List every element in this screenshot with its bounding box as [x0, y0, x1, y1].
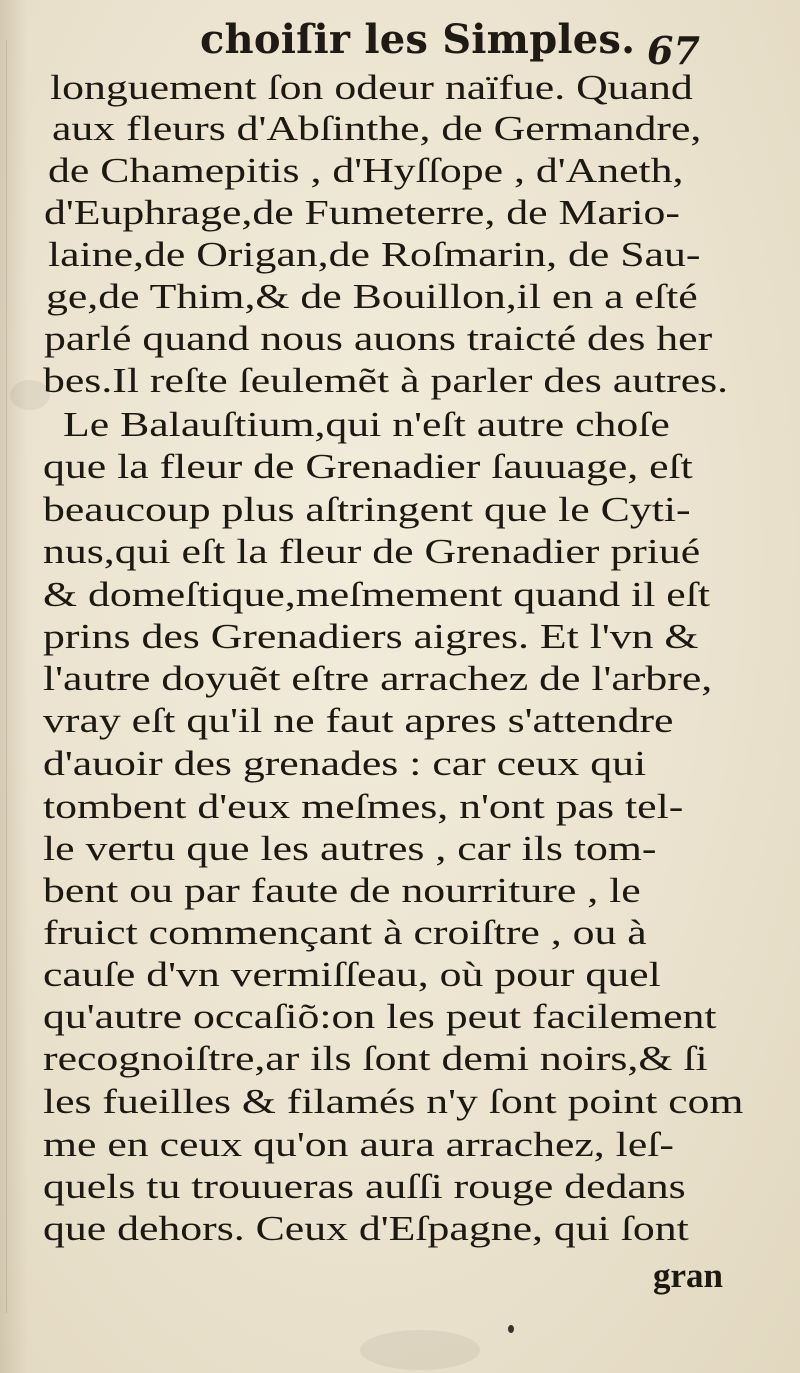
text-line: d'Euphrage,de Fumeterre, de Mario-	[44, 193, 680, 232]
text-line: les fueilles & filamés n'y ſont point com	[43, 1082, 744, 1121]
text-line: de Chamepitis , d'Hyſſope , d'Aneth,	[48, 151, 684, 190]
text-line: aux fleurs d'Abſinthe, de Germandre,	[52, 109, 702, 148]
text-line: ge,de Thim,& de Bouillon,il en a eſté	[46, 277, 698, 316]
text-line: le vertu que les autres , car ils tom-	[43, 829, 657, 868]
text-line: d'auoir des grenades : car ceux qui	[43, 744, 647, 783]
paper-stain	[360, 1330, 480, 1370]
running-head	[200, 6, 700, 73]
text-line: nus,qui eſt la fleur de Grenadier priué	[43, 532, 701, 571]
catchword: gran	[653, 1256, 723, 1295]
text-line: qu'autre occaſiõ:on les peut facilement	[43, 997, 717, 1036]
text-line: & domeſtique,meſmement quand il eſt	[43, 575, 711, 614]
text-line: que la fleur de Grenadier ſauuage, eſt	[43, 447, 693, 486]
text-line: laine,de Origan,de Roſmarin, de Sau-	[48, 235, 701, 274]
text-line: fruict commençant à croiſtre , ou à	[43, 913, 647, 952]
text-line: tombent d'eux meſmes, n'ont pas tel-	[43, 787, 684, 826]
text-line: recognoiſtre,ar ils ſont demi noirs,& ſi	[43, 1039, 708, 1078]
text-line: cauſe d'vn vermiſſeau, où pour quel	[43, 955, 661, 994]
text-line: me en ceux qu'on aura arrachez, leſ-	[43, 1125, 674, 1164]
text-line: Le Balauſtium,qui n'eſt autre choſe	[63, 405, 670, 444]
text-line: vray eſt qu'il ne faut apres s'attendre	[43, 701, 674, 740]
text-line: beaucoup plus aſtringent que le Cyti-	[43, 490, 691, 529]
text-line: bent ou par faute de nourriture , le	[43, 871, 641, 910]
text-line: longuement ſon odeur naïfue. Quand	[50, 68, 693, 107]
text-line: que dehors. Ceux d'Eſpagne, qui ſont	[43, 1209, 689, 1248]
text-line: prins des Grenadiers aigres. Et l'vn &	[43, 617, 699, 656]
text-line: parlé quand nous auons traicté des her	[44, 319, 713, 358]
page-number: 67	[647, 28, 700, 73]
text-line: quels tu trouueras auſſi rouge dedans	[43, 1167, 686, 1206]
text-line: bes.Il reſte ſeulemẽt à parler des autres.	[43, 361, 729, 400]
text-line: l'autre doyuẽt eſtre arrachez de l'arbre,	[43, 659, 713, 698]
ink-spot	[508, 1325, 514, 1333]
running-title: choiſir les Simples.	[200, 16, 636, 63]
